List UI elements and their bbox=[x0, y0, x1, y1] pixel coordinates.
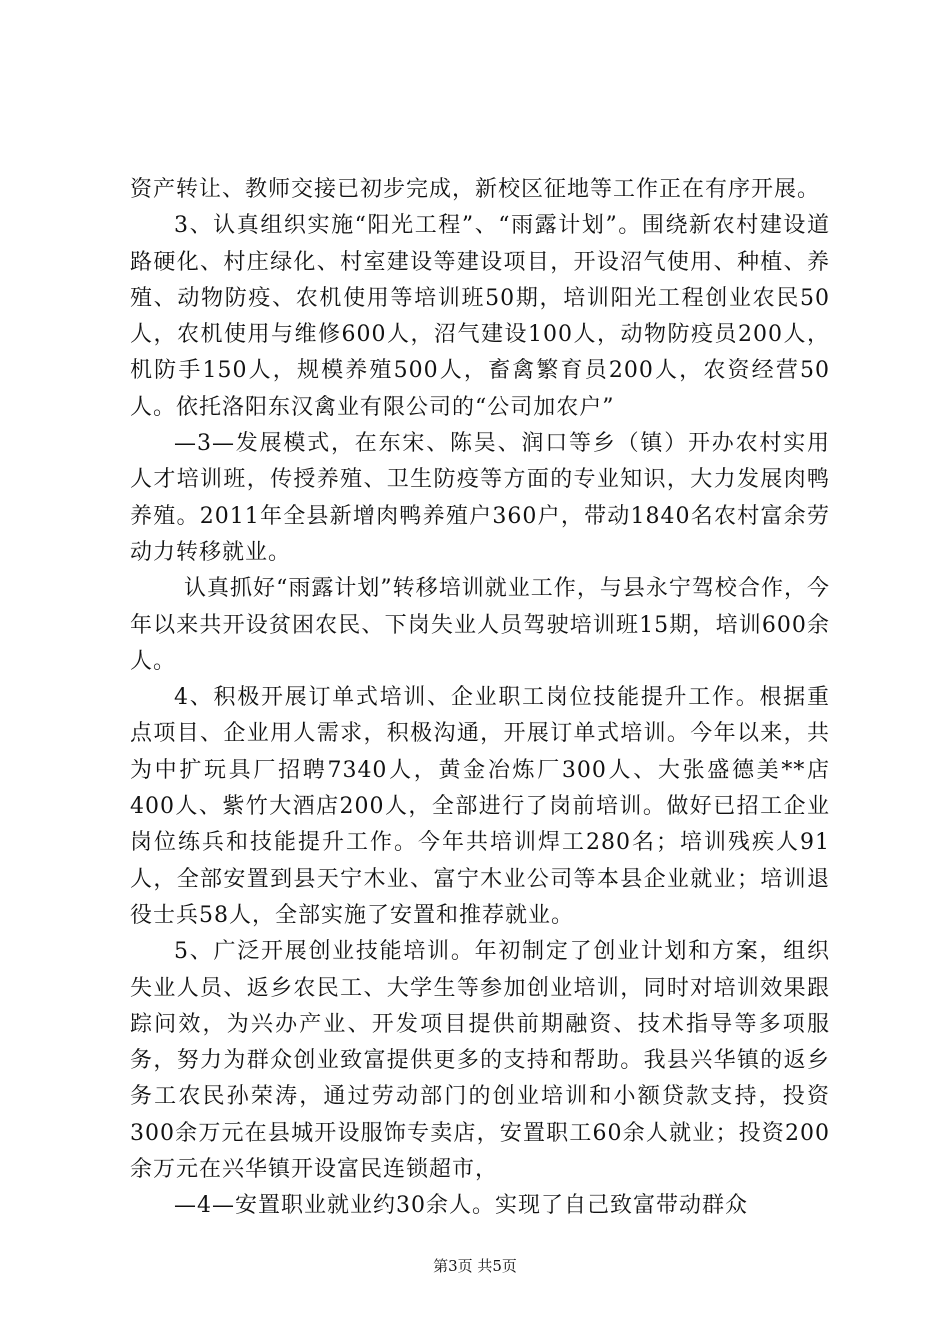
paragraph-rain-dew-plan: 认真抓好“雨露计划”转移培训就业工作，与县永宁驾校合作，今年以来共开设贫困农民、下岗失业人员驾驶培训班15期，培训600余人。 bbox=[130, 576, 830, 674]
paragraph-continuation: 资产转让、教师交接已初步完成，新校区征地等工作正在有序开展。 bbox=[130, 177, 821, 202]
paragraph-entrepreneurship-training: 5、广泛开展创业技能培训。年初制定了创业计划和方案，组织失业人员、返乡农民工、大学生等参加创业培训，同时对培训效果跟踪问效，为兴办产业、开发项目提供前期融资、技术指导等多项服务，努力为群众创业致富提供更多的支持和帮助。我县兴华镇的返乡务工农民孙荣涛，通过劳动部门的创业培训和小额贷款支持，投资300余万元在县城开设服饰专卖店，安置职工60余人就业；投资200余万元在兴华镇开设富民连锁超市， bbox=[130, 939, 830, 1183]
paragraph-development-model: —3—发展模式，在东宋、陈吴、润口等乡（镇）开办农村实用人才培训班，传授养殖、卫生防疫等方面的专业知识，大力发展肉鸭养殖。2011年全县新增肉鸭养殖户360户，带动1840名农村富余劳动力转移就业。 bbox=[130, 431, 830, 565]
document-body bbox=[130, 172, 830, 1225]
paragraph-order-training: 4、积极开展订单式培训、企业职工岗位技能提升工作。根据重点项目、企业用人需求，积极沟通，开展订单式培训。今年以来，共为中扩玩具厂招聘7340人，黄金冶炼厂300人、大张盛德美**店400人、紫竹大酒店200人，全部进行了岗前培训。做好已招工企业岗位练兵和技能提升工作。今年共培训焊工280名；培训残疾人91人，全部安置到县天宁木业、富宁木业公司等本县企业就业；培训退役士兵58人，全部实施了安置和推荐就业。 bbox=[130, 685, 830, 928]
paragraph-sunshine-project: 3、认真组织实施“阳光工程”、“雨露计划”。围绕新农村建设道路硬化、村庄绿化、村室建设等建设项目，开设沼气使用、种植、养殖、动物防疫、农机使用等培训班50期，培训阳光工程创业农民50人，农机使用与维修600人，沼气建设100人，动物防疫员200人，机防手150人，规模养殖500人，畜禽繁育员200人，农资经营50人。依托洛阳东汉禽业有限公司的“公司加农户” bbox=[130, 213, 830, 420]
page-footer: 第3页 共5页 bbox=[433, 1257, 517, 1275]
paragraph-employment-placement: —4—安置职业就业约30余人。实现了自己致富带动群众 bbox=[174, 1193, 748, 1219]
